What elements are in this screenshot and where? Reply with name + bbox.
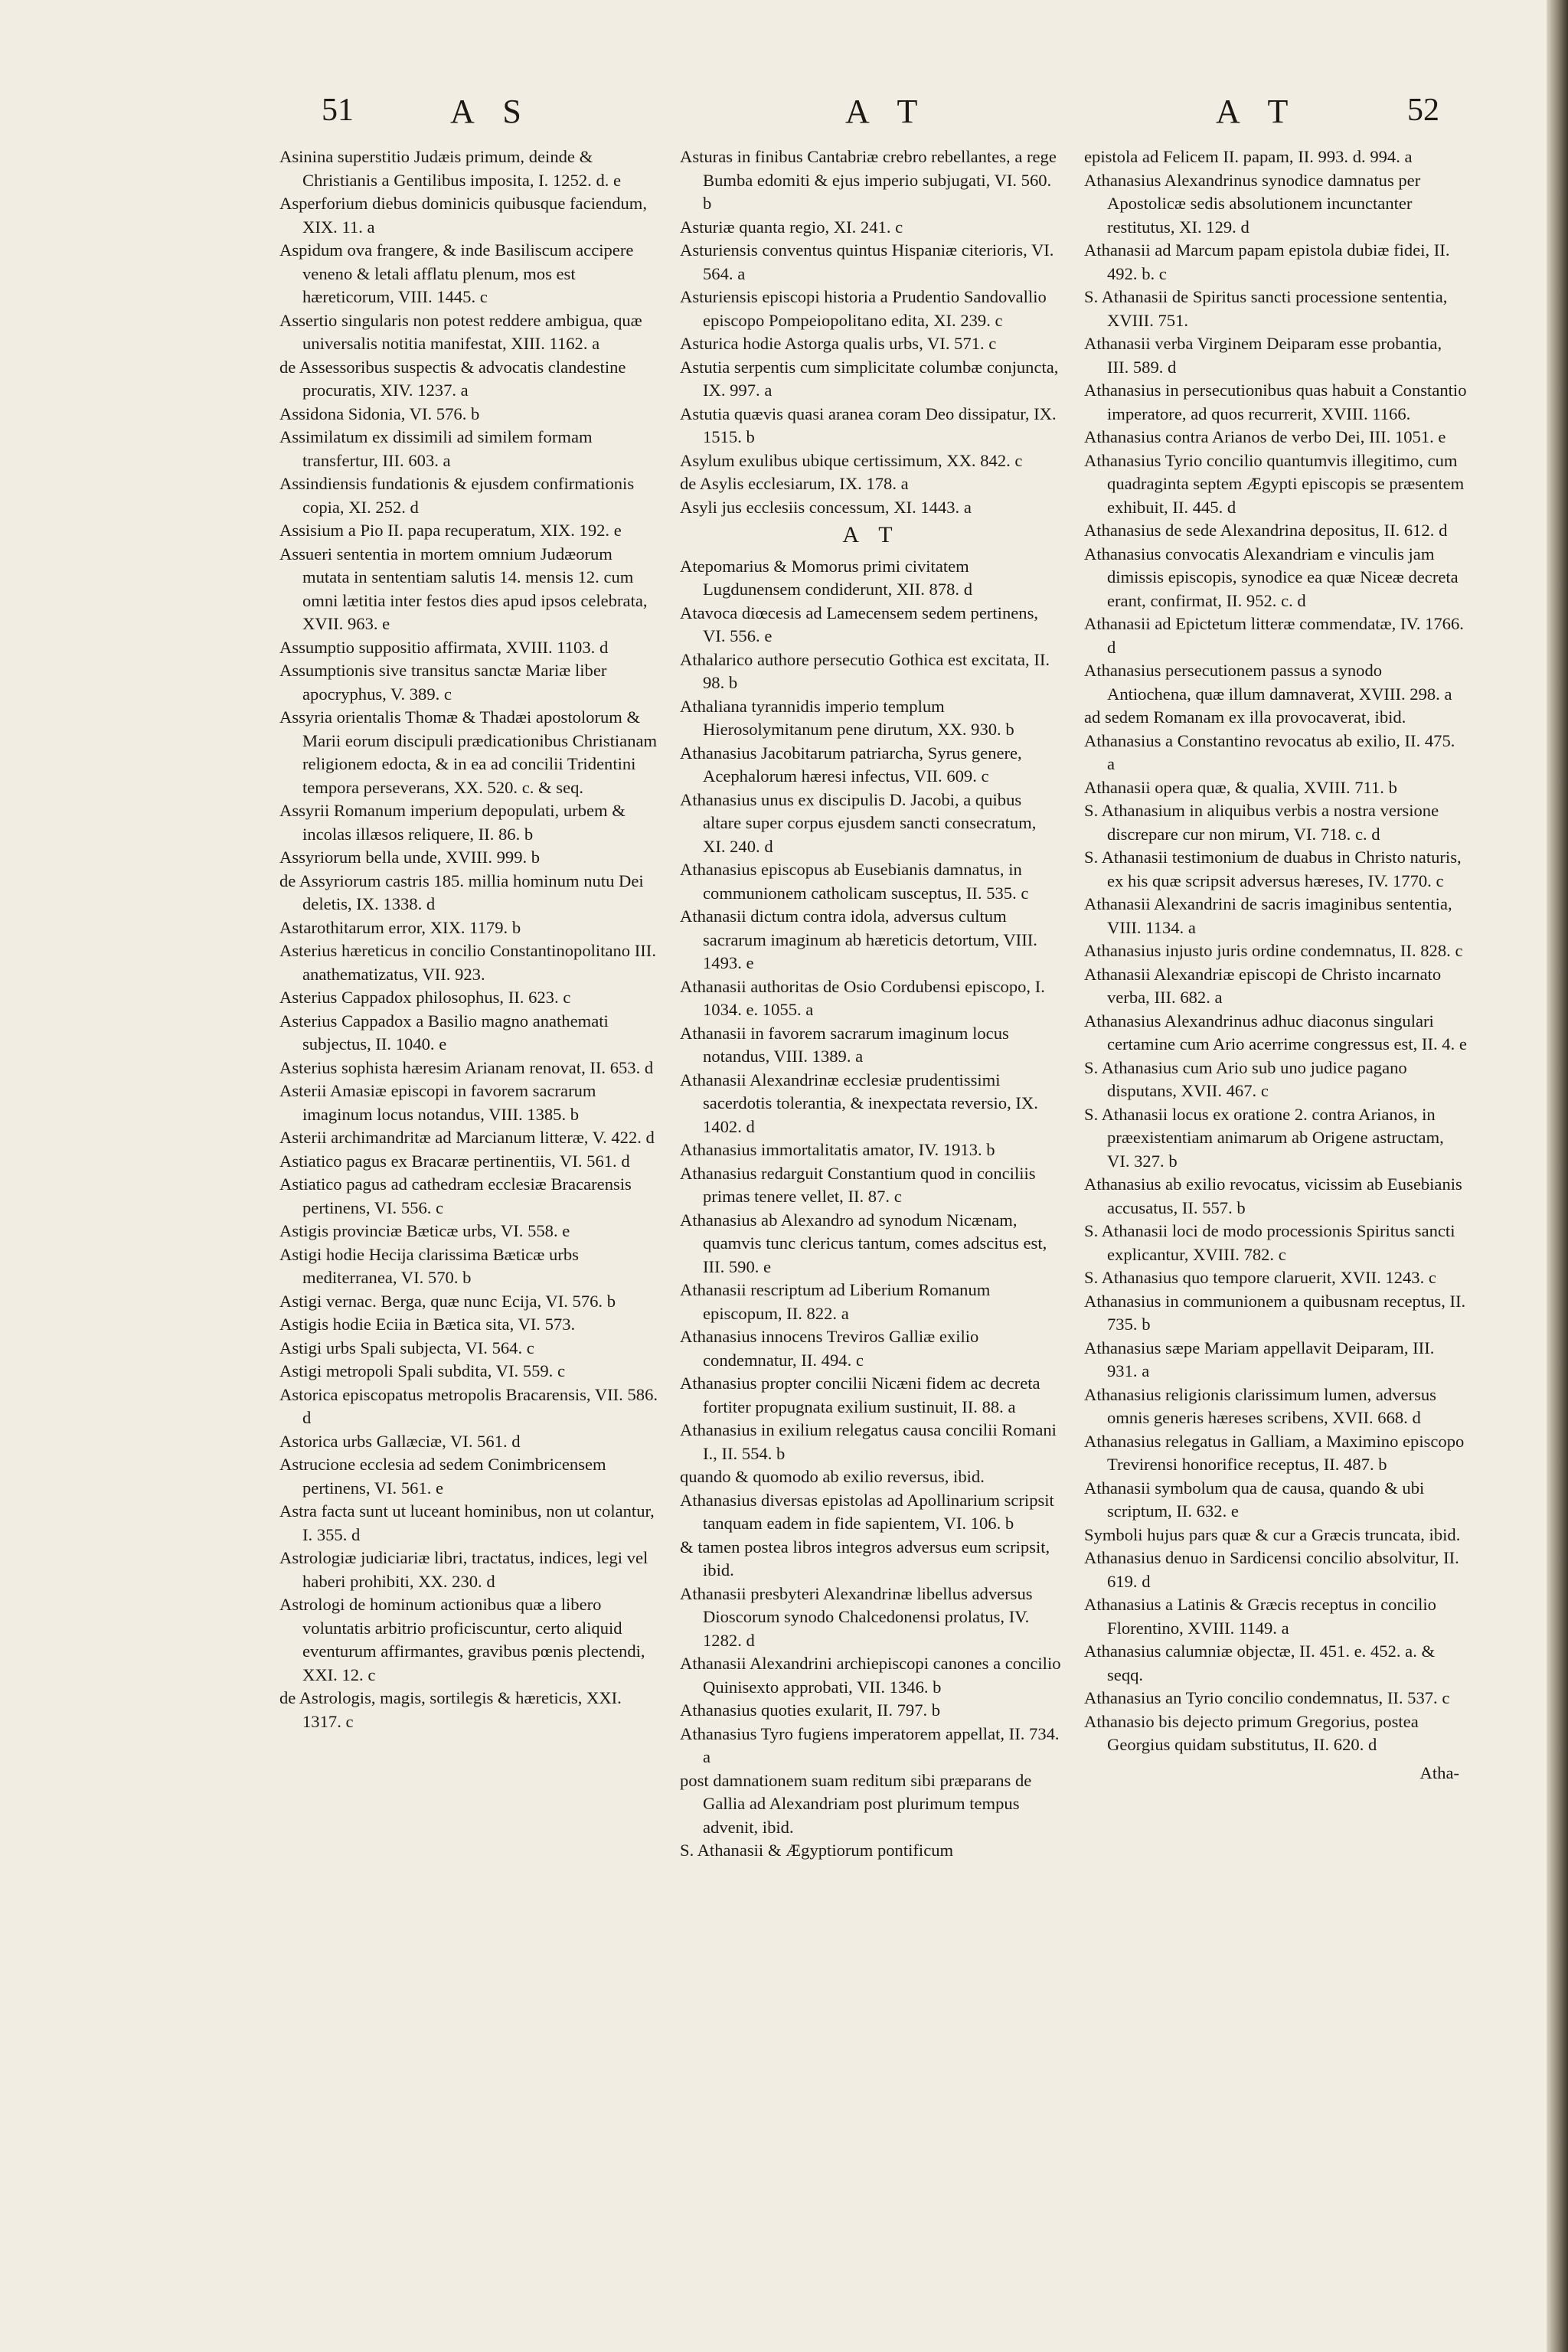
index-entry: Assindiensis fundationis & ejusdem confirmationis copia, XI. 252. d: [279, 474, 635, 517]
index-entry: Athanasius quoties exularit, II. 797. b: [680, 1700, 941, 1720]
index-entry: Athanasius Jacobitarum patriarcha, Syrus genere, Acephalorum hæresi infectus, VII. 609. c: [680, 743, 1022, 786]
index-entry: Athanasius Alexandrinus adhuc diaconus singulari certamine cum Ario acerrime congressus est, II. 4. e: [1084, 1011, 1467, 1054]
index-column-2: [680, 145, 1063, 1863]
index-entry: Athanasii in favorem sacrarum imaginum locus notandus, VIII. 1389. a: [680, 1023, 1009, 1066]
index-entry: Aspidum ova frangere, & inde Basiliscum accipere veneno & letali afflatu plenum, mos est hæreticorum, VIII. 1445. c: [279, 240, 634, 306]
index-entry: Astrucione ecclesia ad sedem Conimbricensem pertinens, VI. 561. e: [279, 1455, 606, 1498]
index-entry: Athanasius innocens Treviros Galliæ exilio condemnatur, II. 494. c: [680, 1327, 979, 1370]
index-entry: Athanasius ab exilio revocatus, vicissim ab Eusebianis accusatus, II. 557. b: [1084, 1174, 1462, 1217]
index-entry: Athanasii ad Marcum papam epistola dubiæ fidei, II. 492. b. c: [1084, 240, 1450, 283]
index-entry: Athanasius ab Alexandro ad synodum Nicænam, quamvis tunc clericus tantum, comes adscitus est, III. 590. e: [680, 1210, 1047, 1276]
index-entry: Atepomarius & Momorus primi civitatem Lugdunensem condiderunt, XII. 878. d: [680, 556, 973, 599]
index-entry: Astarothitarum error, XIX. 1179. b: [279, 917, 521, 937]
index-entry: Asterii Amasiæ episcopi in favorem sacrarum imaginum locus notandus, VIII. 1385. b: [279, 1081, 596, 1124]
index-entry: Astra facta sunt ut luceant hominibus, non ut colantur, I. 355. d: [279, 1501, 655, 1544]
index-entry: Athanasius religionis clarissimum lumen, adversus omnis generis hæreses scribens, XVII. 668. d: [1084, 1384, 1436, 1427]
index-entry: Athanasius diversas epistolas ad Apollinarium scripsit tanquam eadem in fide sapientem, VI. 106. b: [680, 1490, 1054, 1533]
index-entry: Astigi urbs Spali subjecta, VI. 564. c: [279, 1338, 534, 1357]
right-page-number: 52: [1407, 93, 1439, 128]
index-entry: Athanasius a Latinis & Græcis receptus in concilio Florentino, XVIII. 1149. a: [1084, 1595, 1436, 1638]
index-entry: Asterius hæreticus in concilio Constantinopolitano III. anathematizatus, VII. 923.: [279, 941, 656, 984]
index-entry: Athanasii Alexandriæ episcopi de Christo incarnato verba, III. 682. a: [1084, 964, 1442, 1007]
index-entry: Asylum exulibus ubique certissimum, XX. 842. c: [680, 450, 1023, 470]
index-entry: Athanasius a Constantino revocatus ab exilio, II. 475. a: [1084, 730, 1455, 773]
index-entry: S. Athanasius quo tempore claruerit, XVII. 1243. c: [1084, 1268, 1436, 1287]
index-entry: Athanasius denuo in Sardicensi concilio absolvitur, II. 619. d: [1084, 1548, 1459, 1591]
index-entry: Athanasius injusto juris ordine condemnatus, II. 828. c: [1084, 941, 1463, 960]
index-entry: Athanasius Tyrio concilio quantumvis illegitimo, cum quadraginta septem Ægypti episcopis se præsentem exhibuit, II. 445. d: [1084, 450, 1465, 517]
index-entry: Astigis hodie Eciia in Bætica sita, VI. 573.: [279, 1315, 576, 1334]
index-entry: S. Athanasii de Spiritus sancti processione sententia, XVIII. 751.: [1084, 287, 1448, 330]
index-entry: Athanasii ad Epictetum litteræ commendatæ, IV. 1766. d: [1084, 614, 1464, 657]
index-entry: Assisium a Pio II. papa recuperatum, XIX. 192. e: [279, 521, 622, 540]
index-entry: Astrologi de hominum actionibus quæ a libero voluntatis arbitrio proficiscuntur, certo aliquid eventurum affirmantes, gravibus pœnis plectendi, XXI. 12. c: [279, 1595, 645, 1684]
index-entry: Astiatico pagus ad cathedram ecclesiæ Bracarensis pertinens, VI. 556. c: [279, 1174, 632, 1217]
index-entry: Asturiensis episcopi historia a Prudentio Sandovallio episcopo Pompeiopolitano edita, XI. 239. c: [680, 287, 1047, 330]
index-entry: Assimilatum ex dissimili ad similem formam transfertur, III. 603. a: [279, 427, 593, 470]
index-entry: Athanasius relegatus in Galliam, a Maximino episcopo Trevirensi honorifice receptus, II. 487. b: [1084, 1431, 1465, 1474]
index-entry: Asturiensis conventus quintus Hispaniæ citerioris, VI. 564. a: [680, 240, 1054, 283]
index-entry: Assyrii Romanum imperium depopulati, urbem & incolas illæsos reliquere, II. 86. b: [279, 801, 626, 844]
left-running-head: A S: [450, 93, 532, 130]
index-entry: Athanasii dictum contra idola, adversus cultum sacrarum imaginum ab hæreticis detortum, VIII. 1493. e: [680, 906, 1037, 972]
index-entry: Athanasius contra Arianos de verbo Dei, III. 1051. e: [1084, 427, 1446, 446]
index-entry: Athanasii symbolum qua de causa, quando & ubi scriptum, II. 632. e: [1084, 1478, 1425, 1521]
index-entry: Athanasius in exilium relegatus causa concilii Romani I., II. 554. b: [680, 1420, 1057, 1463]
index-entry: Atavoca diœcesis ad Lamecensem sedem pertinens, VI. 556. e: [680, 603, 1039, 645]
index-entry: Athanasio bis dejecto primum Gregorius, postea Georgius quidam substitutus, II. 620. d: [1084, 1711, 1419, 1754]
index-entry: S. Athanasii locus ex oratione 2. contra Arianos, in præexistentiam animarum ab Origene astructam, VI. 327. b: [1084, 1104, 1444, 1171]
index-entry: Athanasius Tyro fugiens imperatorem appellat, II. 734. a: [680, 1723, 1060, 1766]
index-entry: Assertio singularis non potest reddere ambigua, quæ universalis notitia manifestat, XIII. 1162. a: [279, 310, 642, 353]
index-entry: Athanasius sæpe Mariam appellavit Deiparam, III. 931. a: [1084, 1338, 1435, 1380]
index-entry: Athanasius an Tyrio concilio condemnatus, II. 537. c: [1084, 1688, 1450, 1707]
section-letter-heading: A T: [842, 522, 900, 547]
left-page-number: 51: [322, 93, 354, 128]
index-entry: Asterius sophista hæresim Arianam renovat, II. 653. d: [279, 1057, 654, 1077]
index-entry: S. Athanasium in aliquibus verbis a nostra versione discrepare cur non mirum, VI. 718. c. d: [1084, 801, 1439, 844]
index-entry: Athanasii Alexandrinæ ecclesiæ prudentissimi sacerdotis tolerantia, & inexpectata reversio, IX. 1402. d: [680, 1070, 1038, 1136]
index-entry: Assyriorum bella unde, XVIII. 999. b: [279, 848, 541, 867]
index-entry: Athanasii presbyteri Alexandrinæ libellus adversus Dioscorum synodo Chalcedonensi prolatus, IV. 1282. d: [680, 1583, 1033, 1650]
index-entry: Athalarico authore persecutio Gothica est excitata, II. 98. b: [680, 649, 1050, 692]
index-entry: post damnationem suam reditum sibi præparans de Gallia ad Alexandriam post plurimum tempus advenit, ibid.: [680, 1770, 1032, 1837]
index-entry: Athanasius immortalitatis amator, IV. 1913. b: [680, 1140, 995, 1159]
index-entry: Athanasius propter concilii Nicæni fidem ac decreta fortiter propugnata exilium sustinuit, II. 88. a: [680, 1374, 1040, 1416]
index-entry: Assueri sententia in mortem omnium Judæorum mutata in sententiam salutis 14. mensis 12. cum omni lætitia inter festos dies apud ipsos celebrata, XVII. 963. e: [279, 544, 648, 633]
index-entry: Asinina superstitio Judæis primum, deinde & Christianis a Gentilibus imposita, I. 1252. d. e: [279, 147, 622, 190]
index-entry: Assumptionis sive transitus sanctæ Mariæ liber apocryphus, V. 389. c: [279, 661, 607, 704]
index-entry: Athanasius persecutionem passus a synodo Antiochena, quæ illum damnaverat, XVIII. 298. a: [1084, 661, 1452, 704]
index-entry: Asturas in finibus Cantabriæ crebro rebellantes, a rege Bumba edomiti & ejus imperio subjugati, VI. 560. b: [680, 147, 1057, 213]
right-running-head: A T: [1216, 93, 1299, 130]
index-entry: Athanasius episcopus ab Eusebianis damnatus, in communionem catholicam susceptus, II. 535. c: [680, 860, 1029, 903]
index-entry: Assidona Sidonia, VI. 576. b: [279, 403, 480, 423]
index-entry: Asturica hodie Astorga qualis urbs, VI. 571. c: [680, 334, 997, 353]
index-entry: de Assessoribus suspectis & advocatis clandestine procuratis, XIV. 1237. a: [279, 357, 626, 400]
index-entry: S. Athanasii & Ægyptiorum pontificum: [680, 1841, 954, 1860]
index-entry: Assumptio suppositio affirmata, XVIII. 1103. d: [279, 637, 609, 657]
index-entry: Astutia quævis quasi aranea coram Deo dissipatur, IX. 1515. b: [680, 403, 1057, 446]
index-entry: quando & quomodo ab exilio reversus, ibid.: [680, 1467, 985, 1486]
index-entry: Athanasius in persecutionibus quas habuit a Constantio imperatore, ad quos recurrerit, XVIII. 1166.: [1084, 381, 1467, 423]
index-column-1: [279, 145, 662, 1733]
index-entry: Symboli hujus pars quæ & cur a Græcis truncata, ibid.: [1084, 1524, 1461, 1544]
index-entry: Astrologiæ judiciariæ libri, tractatus, indices, legi vel haberi prohibiti, XX. 230. d: [279, 1548, 648, 1591]
index-entry: Asterii archimandritæ ad Marcianum litteræ, V. 422. d: [279, 1128, 655, 1147]
index-entry: Athanasius convocatis Alexandriam e vinculis jam dimissis episcopis, synodice ea quæ Niceæ decreta erant, confirmat, II. 952. c. d: [1084, 544, 1459, 610]
index-entry: Athanasii Alexandrini archiepiscopi canones a concilio Quinisexto approbati, VII. 1346. b: [680, 1654, 1061, 1697]
index-entry: Athanasii verba Virginem Deiparam esse probantia, III. 589. d: [1084, 334, 1442, 377]
index-entry: Assyria orientalis Thomæ & Thadæi apostolorum & Marii eorum discipuli prædicationibus Christianam religionem edocta, & in ea ad concilii Tridentini tempora perseverans, XX. 520. c. & seq.: [279, 707, 658, 797]
index-entry: de Asylis ecclesiarum, IX. 178. a: [680, 474, 909, 493]
index-entry: S. Athanasius cum Ario sub uno judice pagano disputans, XVII. 467. c: [1084, 1057, 1407, 1100]
index-entry: Athanasii authoritas de Osio Cordubensi episcopo, I. 1034. e. 1055. a: [680, 976, 1045, 1019]
index-entry: Astiatico pagus ex Bracaræ pertinentiis, VI. 561. d: [279, 1151, 630, 1171]
index-entry: epistola ad Felicem II. papam, II. 993. d. 994. a: [1084, 147, 1413, 166]
middle-running-head: A T: [845, 93, 929, 130]
index-entry: S. Athanasii loci de modo processionis Spiritus sancti explicantur, XVIII. 782. c: [1084, 1221, 1455, 1264]
index-entry: Asperforium diebus dominicis quibusque faciendum, XIX. 11. a: [279, 194, 648, 237]
index-entry: & tamen postea libros integros adversus eum scripsit, ibid.: [680, 1537, 1050, 1579]
index-entry: Athanasius calumniæ objectæ, II. 451. e. 452. a. & seqq.: [1084, 1642, 1436, 1684]
page-header: [0, 84, 1547, 145]
index-entry: Asyli jus ecclesiis concessum, XI. 1443. a: [680, 497, 972, 517]
index-entry: Athanasii Alexandrini de sacris imaginibus sententia, VIII. 1134. a: [1084, 894, 1452, 937]
index-entry: Athanasius unus ex discipulis D. Jacobi, a quibus altare super corpus ejusdem sancti consecratum, XI. 240. d: [680, 789, 1037, 856]
index-entry: de Assyriorum castris 185. millia hominum nutu Dei deletis, IX. 1338. d: [279, 871, 644, 913]
index-entry: Asterius Cappadox a Basilio magno anathemati subjectus, II. 1040. e: [279, 1011, 609, 1054]
index-entry: Athanasius Alexandrinus synodice damnatus per Apostolicæ sedis absolutionem incunctanter restitutus, XI. 129. d: [1084, 170, 1421, 237]
index-entry: Asturiæ quanta regio, XI. 241. c: [680, 217, 903, 237]
index-entry: Athanasius de sede Alexandrina depositus, II. 612. d: [1084, 521, 1448, 540]
index-entry: Athanasius in communionem a quibusnam receptus, II. 735. b: [1084, 1291, 1466, 1334]
index-entry: Astorica urbs Gallæciæ, VI. 561. d: [279, 1431, 521, 1451]
index-entry: ad sedem Romanam ex illa provocaverat, ibid.: [1084, 707, 1406, 727]
index-entry: Astigi hodie Hecija clarissima Bæticæ urbs mediterranea, VI. 570. b: [279, 1244, 579, 1287]
index-entry: S. Athanasii testimonium de duabus in Christo naturis, ex his quæ scripsit adversus hæreses, IV. 1770. c: [1084, 848, 1462, 890]
index-column-3: [1084, 145, 1467, 1785]
index-entry: Astigi vernac. Berga, quæ nunc Ecija, VI. 576. b: [279, 1291, 616, 1311]
index-entry: Astigis provinciæ Bæticæ urbs, VI. 558. e: [279, 1221, 570, 1240]
book-edge: [1547, 0, 1568, 2352]
index-entry: de Astrologis, magis, sortilegis & hæreticis, XXI. 1317. c: [279, 1688, 622, 1731]
index-entry: Astorica episcopatus metropolis Bracarensis, VII. 586. d: [279, 1384, 658, 1427]
catchword: Atha-: [1419, 1762, 1459, 1782]
index-entry: Athaliana tyrannidis imperio templum Hierosolymitanum pene dirutum, XX. 930. b: [680, 696, 1014, 739]
index-entry: Athanasii rescriptum ad Liberium Romanum episcopum, II. 822. a: [680, 1280, 991, 1323]
index-entry: Athanasii opera quæ, & qualia, XVIII. 711. b: [1084, 777, 1397, 797]
index-entry: Astutia serpentis cum simplicitate columbæ conjuncta, IX. 997. a: [680, 357, 1059, 400]
index-entry: Astigi metropoli Spali subdita, VI. 559. c: [279, 1361, 565, 1380]
index-entry: Athanasius redarguit Constantium quod in conciliis primas tenere vellet, II. 87. c: [680, 1163, 1036, 1206]
index-entry: Asterius Cappadox philosophus, II. 623. c: [279, 988, 571, 1007]
